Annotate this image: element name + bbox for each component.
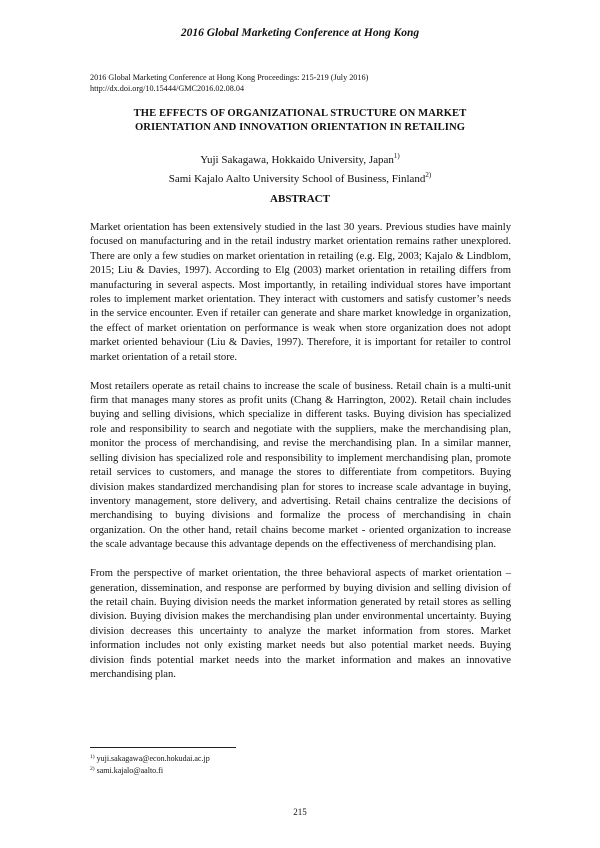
author-1-name: Yuji Sakagawa, Hokkaido University, Japan [200,154,394,166]
footnote-mark-2: 2) [90,766,95,772]
abstract-paragraph-3: From the perspective of market orientation, the three behavioral aspects of market orientation – generation, dissemination, and response are performed by buying division and selling division of the retail chain. Buying division needs the market information generated by retail stores as selling division. Buying division makes the merchandising plan under environmental uncertainty. Buying division decreases this uncertainty to analyze the market information from stores. Market information includes not only existing market needs but also potential market needs. Buying division finds potential market needs into the market information and makes an innovative merchandising plan. [90,568,511,680]
footnote-email-1[interactable]: yuji.sakagawa@econ.hokudai.ac.jp [96,754,210,763]
author-list [90,149,510,187]
title-line-1: THE EFFECTS OF ORGANIZATIONAL STRUCTURE ON MARKET [133,108,467,119]
footnote-1 [90,752,210,764]
abstract-paragraph-1: Market orientation has been extensively studied in the last 30 years. Previous studies have mainly focused on manufacturing and in the retail industry market orientation remains rather unexplored. There are only a few studies on market orientation in retailing (e.g. Elg, 2003; Kajalo & Lindblom, 2015; Liu & Davies, 1997). According to Elg (2003) market orientation in retailing differs from manufacturing in several aspects. Most importantly, in retailing individual stores have important roles to implement market orientation. They interact with customers and satisfy customer’s needs in the service encounter. Even if retailer can generate and share market knowledge in organization, the effect of market orientation on performance is weak when store organization does not adopt market oriented behaviour (Liu & Davies, 1997). Therefore, it is important for retailer to control market orientation of a retail store. [90,222,511,363]
footnote-ref-1[interactable]: 1) [393,152,400,160]
footnote-2 [90,764,210,776]
title-line-2: ORIENTATION AND INNOVATION ORIENTATION IN RETAILING [134,122,466,133]
footnote-email-2[interactable]: sami.kajalo@aalto.fi [96,766,164,775]
abstract-paragraph-2: Most retailers operate as retail chains to increase the scale of business. Retail chain is a multi-unit firm that manages many stores as profit units (Chang & Harrington, 2002). Retail chain includes buying and selling divisions, which specialize in different tasks. Buying division has specialized role and responsibility to search and negotiate with the suppliers, make the merchandising plan, monitor the process of merchandising, and revise the merchandising plan. In a similar manner, selling division has specialized role and responsibility to implement merchandising plan, promote retail services to customers, and manage the stores to differentiate from competitors. Buying division makes standardized merchandising plan for stores to increase scale advantage in buying, inventory management, store delivery, and advertising. Retail chains centralize the decisions of merchandising to buying divisions and formalize the process of merchandising in chain organization. On the other hand, retail chains become market - oriented organization to increase the scale advantage because this advantage depends on the effectiveness of merchandising plan. [90,380,511,551]
paper-title [90,107,510,135]
page-number: 215 [293,807,307,817]
footnotes [90,752,210,776]
abstract-heading: ABSTRACT [270,193,330,205]
author-2-name: Sami Kajalo Aalto University School of Business, Finland [168,173,426,185]
proceedings-citation: 2016 Global Marketing Conference at Hong Kong Proceedings: 215-219 (July 2016) [90,73,369,82]
footnote-mark-1: 1) [90,754,95,760]
doi-link[interactable]: http://dx.doi.org/10.15444/GMC2016.02.08.04 [90,83,245,93]
footnote-ref-2[interactable]: 2) [425,171,432,179]
abstract-body [90,221,511,697]
author-1 [90,149,510,168]
footnote-divider [90,747,236,748]
running-header: 2016 Global Marketing Conference at Hong Kong [180,27,420,39]
proceedings-info [90,73,368,94]
author-2 [90,168,510,187]
